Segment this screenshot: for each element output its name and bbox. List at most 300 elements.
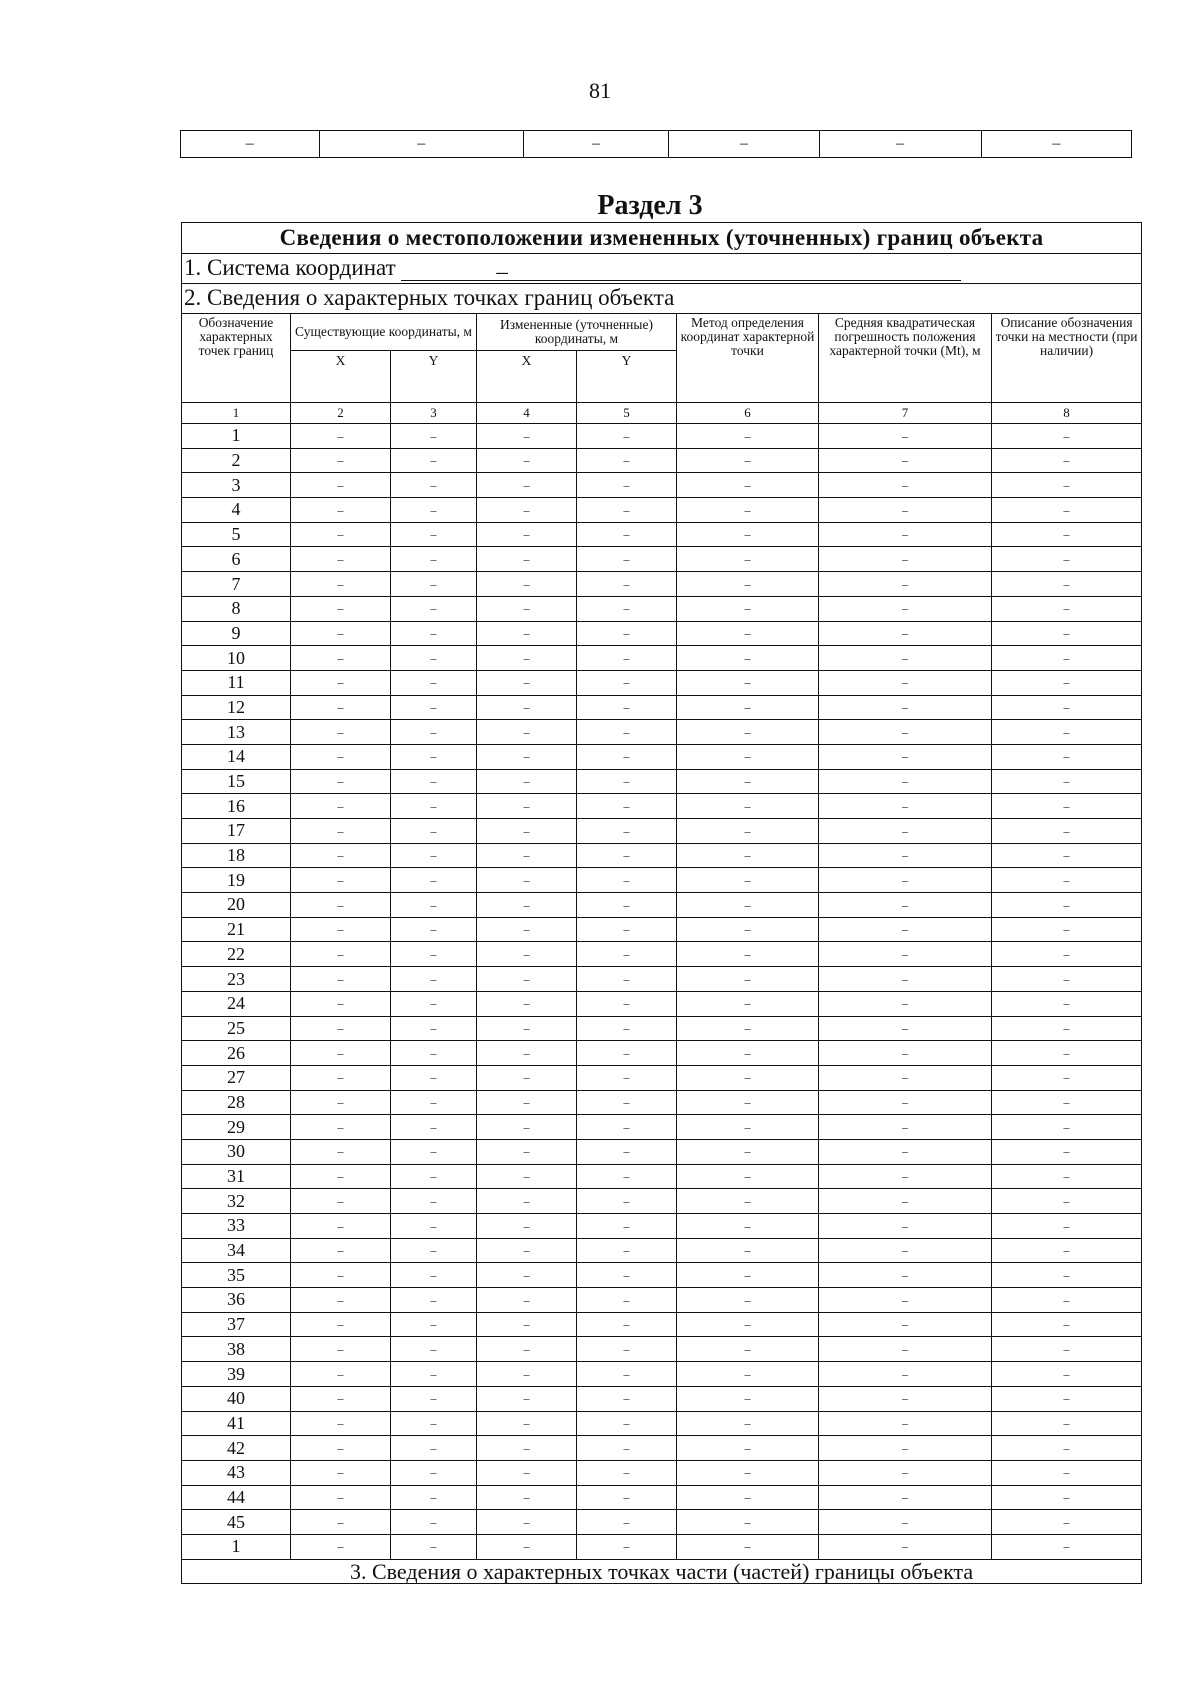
table-cell: – xyxy=(577,596,677,621)
table-row xyxy=(182,1065,1142,1090)
table-cell: – xyxy=(291,1214,391,1239)
table-cell: – xyxy=(577,1534,677,1559)
table-cell: – xyxy=(291,1263,391,1288)
table-cell: – xyxy=(181,131,320,158)
table-cell: – xyxy=(992,1337,1142,1362)
table-cell: – xyxy=(992,769,1142,794)
table-cell: – xyxy=(391,1139,477,1164)
table-cell: – xyxy=(291,843,391,868)
table-cell: – xyxy=(819,424,992,449)
table-cell: – xyxy=(819,621,992,646)
table-cell: – xyxy=(577,522,677,547)
table-cell: – xyxy=(677,1065,819,1090)
point-number: 1 xyxy=(182,1534,291,1559)
table-cell: – xyxy=(577,448,677,473)
point-number: 33 xyxy=(182,1214,291,1239)
header-point-designation: Обозначение характерных точек границ xyxy=(182,314,291,403)
table-cell: – xyxy=(291,1238,391,1263)
table-cell: – xyxy=(819,819,992,844)
table-cell: – xyxy=(291,1362,391,1387)
table-cell: – xyxy=(992,572,1142,597)
table-cell: – xyxy=(992,868,1142,893)
table-row xyxy=(182,1559,1142,1583)
table-cell: – xyxy=(677,720,819,745)
table-row xyxy=(182,1436,1142,1461)
table-cell: – xyxy=(477,1139,577,1164)
table-cell: – xyxy=(992,917,1142,942)
table-cell: – xyxy=(391,1534,477,1559)
point-number: 29 xyxy=(182,1115,291,1140)
table-cell: – xyxy=(819,572,992,597)
point-number: 20 xyxy=(182,893,291,918)
table-row xyxy=(182,1362,1142,1387)
table-cell: – xyxy=(992,1139,1142,1164)
table-cell: – xyxy=(677,621,819,646)
table-cell: – xyxy=(577,695,677,720)
table-cell: – xyxy=(577,1065,677,1090)
table-cell: – xyxy=(677,1238,819,1263)
table-row xyxy=(182,1312,1142,1337)
table-cell: – xyxy=(577,744,677,769)
table-cell: – xyxy=(391,1263,477,1288)
table-cell: – xyxy=(819,893,992,918)
table-cell: – xyxy=(992,1386,1142,1411)
table-cell: – xyxy=(819,1510,992,1535)
table-cell: – xyxy=(477,1485,577,1510)
table-cell: – xyxy=(391,967,477,992)
table-cell: – xyxy=(577,868,677,893)
table-row xyxy=(182,794,1142,819)
table-cell: – xyxy=(819,646,992,671)
table-cell: – xyxy=(291,1090,391,1115)
table-cell: – xyxy=(391,769,477,794)
table-row xyxy=(182,695,1142,720)
point-number: 13 xyxy=(182,720,291,745)
table-cell: – xyxy=(391,1164,477,1189)
table-cell: – xyxy=(819,1288,992,1313)
table-cell: – xyxy=(819,868,992,893)
table-cell: – xyxy=(819,1139,992,1164)
table-row xyxy=(182,1016,1142,1041)
table-cell: – xyxy=(477,1214,577,1239)
table-cell: – xyxy=(391,1485,477,1510)
previous-page-table xyxy=(180,130,1132,158)
table-cell: – xyxy=(677,1115,819,1140)
table-cell: – xyxy=(992,1534,1142,1559)
table-cell: – xyxy=(992,695,1142,720)
table-cell: – xyxy=(677,1263,819,1288)
table-cell: – xyxy=(819,794,992,819)
table-cell: – xyxy=(577,1436,677,1461)
table-cell: – xyxy=(992,744,1142,769)
table-row xyxy=(182,670,1142,695)
table-cell: – xyxy=(992,1115,1142,1140)
header-changed-x: X xyxy=(477,351,577,403)
coordinate-system-value: – xyxy=(496,258,508,284)
point-number: 28 xyxy=(182,1090,291,1115)
table-cell: – xyxy=(677,1362,819,1387)
table-cell: – xyxy=(291,572,391,597)
table-cell: – xyxy=(477,967,577,992)
table-row xyxy=(182,1288,1142,1313)
table-row xyxy=(182,1386,1142,1411)
table-cell: – xyxy=(477,1115,577,1140)
table-cell: – xyxy=(819,1534,992,1559)
table-title: Сведения о местоположении измененных (уточненных) границ объекта xyxy=(182,223,1142,254)
table-cell: – xyxy=(477,1288,577,1313)
table-cell: – xyxy=(477,1510,577,1535)
table-cell: – xyxy=(992,1189,1142,1214)
table-cell: – xyxy=(819,695,992,720)
point-number: 16 xyxy=(182,794,291,819)
point-number: 23 xyxy=(182,967,291,992)
table-cell: – xyxy=(819,1115,992,1140)
table-cell: – xyxy=(992,1362,1142,1387)
table-cell: – xyxy=(577,646,677,671)
table-cell: – xyxy=(291,1115,391,1140)
table-cell: – xyxy=(477,991,577,1016)
table-cell: – xyxy=(391,1214,477,1239)
table-cell: – xyxy=(477,819,577,844)
table-cell: – xyxy=(391,572,477,597)
table-cell: – xyxy=(677,1337,819,1362)
table-cell: – xyxy=(677,424,819,449)
table-cell: – xyxy=(291,1436,391,1461)
table-row xyxy=(182,1510,1142,1535)
table-cell: – xyxy=(669,131,819,158)
table-cell: – xyxy=(819,1460,992,1485)
table-cell: – xyxy=(677,448,819,473)
table-cell: – xyxy=(677,670,819,695)
table-row xyxy=(182,868,1142,893)
table-cell: – xyxy=(391,1016,477,1041)
table-cell: – xyxy=(477,1337,577,1362)
table-cell: – xyxy=(391,646,477,671)
table-cell: – xyxy=(477,473,577,498)
table-cell: – xyxy=(577,1139,677,1164)
table-cell: – xyxy=(677,1288,819,1313)
table-cell: – xyxy=(577,1263,677,1288)
table-cell: – xyxy=(319,131,523,158)
point-number: 21 xyxy=(182,917,291,942)
table-cell: – xyxy=(477,1460,577,1485)
table-cell: – xyxy=(291,1312,391,1337)
table-cell: – xyxy=(291,498,391,523)
table-cell: – xyxy=(819,1411,992,1436)
table-cell: – xyxy=(677,1510,819,1535)
table-cell: – xyxy=(992,646,1142,671)
table-cell: – xyxy=(992,893,1142,918)
point-number: 27 xyxy=(182,1065,291,1090)
table-cell: – xyxy=(577,1238,677,1263)
table-cell: – xyxy=(577,498,677,523)
table-cell: – xyxy=(677,744,819,769)
boundary-points-table xyxy=(181,222,1142,1584)
table-cell: – xyxy=(992,1041,1142,1066)
table-row xyxy=(182,596,1142,621)
table-cell: – xyxy=(577,1164,677,1189)
table-row xyxy=(182,448,1142,473)
table-cell: – xyxy=(391,547,477,572)
table-cell: – xyxy=(819,1041,992,1066)
table-cell: – xyxy=(819,1164,992,1189)
table-cell: – xyxy=(819,991,992,1016)
column-number: 7 xyxy=(819,403,992,424)
table-row xyxy=(182,473,1142,498)
table-cell: – xyxy=(819,1016,992,1041)
table-cell: – xyxy=(677,1164,819,1189)
table-cell: – xyxy=(477,572,577,597)
table-cell: – xyxy=(819,1436,992,1461)
table-cell: – xyxy=(477,744,577,769)
table-cell: – xyxy=(391,720,477,745)
table-cell: – xyxy=(291,646,391,671)
table-cell: – xyxy=(477,893,577,918)
table-cell: – xyxy=(577,1485,677,1510)
table-cell: – xyxy=(677,893,819,918)
coordinate-system-label: 1. Система координат xyxy=(184,255,396,281)
header-error: Средняя квадратическая погрешность положения характерной точки (Mt), м xyxy=(819,314,992,403)
table-cell: – xyxy=(391,893,477,918)
table-cell: – xyxy=(477,596,577,621)
table-row xyxy=(182,843,1142,868)
page-number: 81 xyxy=(589,78,611,103)
table-cell: – xyxy=(477,1016,577,1041)
table-cell: – xyxy=(819,498,992,523)
point-number: 34 xyxy=(182,1238,291,1263)
table-cell: – xyxy=(391,917,477,942)
table-row xyxy=(182,424,1142,449)
table-cell: – xyxy=(677,646,819,671)
table-cell: – xyxy=(391,1436,477,1461)
table-cell: – xyxy=(819,473,992,498)
point-number: 31 xyxy=(182,1164,291,1189)
table-cell: – xyxy=(577,572,677,597)
table-cell: – xyxy=(391,1288,477,1313)
table-cell: – xyxy=(677,572,819,597)
table-cell: – xyxy=(477,646,577,671)
table-row xyxy=(182,621,1142,646)
table-cell: – xyxy=(992,794,1142,819)
table-cell: – xyxy=(477,794,577,819)
table-cell: – xyxy=(992,967,1142,992)
header-description: Описание обозначения точки на местности (при наличии) xyxy=(992,314,1142,403)
table-cell: – xyxy=(819,720,992,745)
table-cell: – xyxy=(291,1288,391,1313)
table-cell: – xyxy=(677,967,819,992)
table-cell: – xyxy=(677,868,819,893)
table-row xyxy=(182,917,1142,942)
point-number: 38 xyxy=(182,1337,291,1362)
table-cell: – xyxy=(477,1164,577,1189)
table-cell: – xyxy=(577,473,677,498)
table-cell: – xyxy=(677,695,819,720)
table-cell: – xyxy=(992,424,1142,449)
table-cell: – xyxy=(677,1139,819,1164)
table-cell: – xyxy=(291,744,391,769)
table-row xyxy=(182,1238,1142,1263)
table-cell: – xyxy=(391,1337,477,1362)
table-cell: – xyxy=(577,917,677,942)
table-cell: – xyxy=(819,917,992,942)
table-cell: – xyxy=(992,843,1142,868)
table-cell: – xyxy=(391,1090,477,1115)
table-cell: – xyxy=(477,498,577,523)
table-cell: – xyxy=(992,547,1142,572)
point-number: 43 xyxy=(182,1460,291,1485)
header-changed-coords: Измененные (уточненные) координаты, м xyxy=(477,314,677,351)
table-cell: – xyxy=(477,917,577,942)
table-cell: – xyxy=(677,1485,819,1510)
point-number: 37 xyxy=(182,1312,291,1337)
table-cell: – xyxy=(819,596,992,621)
table-cell: – xyxy=(291,1041,391,1066)
table-cell: – xyxy=(992,1016,1142,1041)
table-cell: – xyxy=(819,547,992,572)
table-cell: – xyxy=(391,1312,477,1337)
table-cell: – xyxy=(391,1041,477,1066)
table-cell: – xyxy=(477,1312,577,1337)
point-number: 25 xyxy=(182,1016,291,1041)
table-cell: – xyxy=(391,1115,477,1140)
point-number: 9 xyxy=(182,621,291,646)
table-row xyxy=(182,893,1142,918)
table-cell: – xyxy=(477,1090,577,1115)
table-cell: – xyxy=(819,1263,992,1288)
table-cell: – xyxy=(577,819,677,844)
table-row xyxy=(182,1411,1142,1436)
table-cell: – xyxy=(477,1411,577,1436)
table-cell: – xyxy=(291,448,391,473)
table-cell: – xyxy=(819,1238,992,1263)
point-number: 1 xyxy=(182,424,291,449)
table-cell: – xyxy=(391,1362,477,1387)
table-cell: – xyxy=(477,868,577,893)
table-cell: – xyxy=(477,1436,577,1461)
table-cell: – xyxy=(291,868,391,893)
table-cell: – xyxy=(677,942,819,967)
table-cell: – xyxy=(577,1411,677,1436)
table-row xyxy=(182,1164,1142,1189)
table-cell: – xyxy=(577,1115,677,1140)
table-cell: – xyxy=(677,473,819,498)
table-cell: – xyxy=(819,1189,992,1214)
table-cell: – xyxy=(291,769,391,794)
table-row xyxy=(182,1263,1142,1288)
table-cell: – xyxy=(992,1312,1142,1337)
table-cell: – xyxy=(577,843,677,868)
table-cell: – xyxy=(391,596,477,621)
table-cell: – xyxy=(992,1090,1142,1115)
table-cell: – xyxy=(391,1238,477,1263)
section-title: Раздел 3 xyxy=(597,190,703,221)
table-cell: – xyxy=(819,1214,992,1239)
header-existing-y: Y xyxy=(391,351,477,403)
table-cell: – xyxy=(677,819,819,844)
table-cell: – xyxy=(391,942,477,967)
table-cell: – xyxy=(391,621,477,646)
table-row xyxy=(182,1214,1142,1239)
table-row xyxy=(182,223,1142,254)
table-cell: – xyxy=(992,1436,1142,1461)
table-cell: – xyxy=(291,917,391,942)
table-cell: – xyxy=(677,1090,819,1115)
table-cell: – xyxy=(391,744,477,769)
point-number: 8 xyxy=(182,596,291,621)
column-number: 5 xyxy=(577,403,677,424)
table-cell: – xyxy=(391,670,477,695)
table-cell: – xyxy=(819,1386,992,1411)
table-row xyxy=(182,1485,1142,1510)
table-cell: – xyxy=(291,967,391,992)
table-cell: – xyxy=(291,1510,391,1535)
table-cell: – xyxy=(291,1016,391,1041)
table-cell: – xyxy=(677,1041,819,1066)
point-number: 17 xyxy=(182,819,291,844)
table-cell: – xyxy=(677,1016,819,1041)
point-number: 18 xyxy=(182,843,291,868)
point-number: 30 xyxy=(182,1139,291,1164)
table-header-row xyxy=(182,314,1142,351)
table-cell: – xyxy=(992,819,1142,844)
table-row xyxy=(182,819,1142,844)
point-number: 6 xyxy=(182,547,291,572)
table-cell: – xyxy=(992,448,1142,473)
table-cell: – xyxy=(677,1460,819,1485)
table-cell: – xyxy=(677,1189,819,1214)
table-cell: – xyxy=(677,769,819,794)
table-row xyxy=(182,991,1142,1016)
table-cell: – xyxy=(992,498,1142,523)
table-cell: – xyxy=(577,1312,677,1337)
table-cell: – xyxy=(477,1041,577,1066)
table-cell: – xyxy=(819,967,992,992)
table-cell: – xyxy=(577,1016,677,1041)
table-cell: – xyxy=(291,473,391,498)
points-label: 2. Сведения о характерных точках границ объекта xyxy=(182,284,1142,314)
table-cell: – xyxy=(577,1337,677,1362)
column-number: 2 xyxy=(291,403,391,424)
table-cell: – xyxy=(992,1510,1142,1535)
point-number: 4 xyxy=(182,498,291,523)
table-cell: – xyxy=(677,547,819,572)
table-cell: – xyxy=(291,1534,391,1559)
table-cell: – xyxy=(677,596,819,621)
table-row xyxy=(182,744,1142,769)
table-cell: – xyxy=(391,448,477,473)
table-cell: – xyxy=(992,720,1142,745)
table-cell: – xyxy=(291,1411,391,1436)
table-cell: – xyxy=(391,522,477,547)
table-cell: – xyxy=(577,967,677,992)
table-cell: – xyxy=(577,769,677,794)
table-cell: – xyxy=(677,917,819,942)
table-cell: – xyxy=(577,942,677,967)
table-cell: – xyxy=(819,744,992,769)
table-cell: – xyxy=(819,448,992,473)
header-changed-y: Y xyxy=(577,351,677,403)
table-cell: – xyxy=(477,522,577,547)
point-number: 10 xyxy=(182,646,291,671)
table-cell: – xyxy=(577,991,677,1016)
table-cell: – xyxy=(291,1065,391,1090)
table-cell: – xyxy=(477,1362,577,1387)
point-number: 12 xyxy=(182,695,291,720)
table-cell: – xyxy=(291,794,391,819)
table-cell: – xyxy=(577,1041,677,1066)
table-row xyxy=(182,254,1142,284)
column-number: 3 xyxy=(391,403,477,424)
